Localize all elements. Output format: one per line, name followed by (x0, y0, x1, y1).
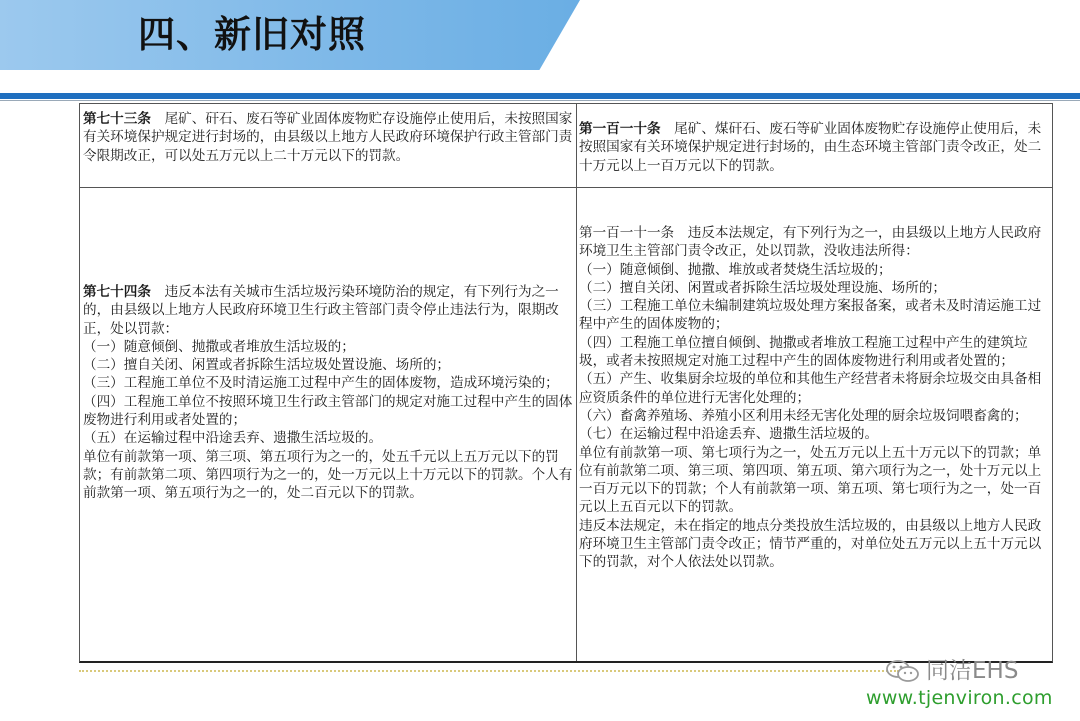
article-number: 第一百一十条 (579, 121, 661, 137)
new-article-111-intro (579, 224, 1053, 261)
list-item: （三）工程施工单位未编制建筑垃圾处理方案报备案，或者未及时清运施工过程中产生的固体废物的； (579, 298, 1042, 333)
penalty-paragraph: 单位有前款第一项、第三项、第五项行为之一的，处五千元以上五万元以下的罚款；有前款第二项、第四项行为之一的，处一万元以上十万元以下的罚款。个人有前款第一项、第五项行为之一的，处二百元以下的罚款。 (83, 448, 573, 502)
old-article-74-cell (83, 283, 573, 503)
new-article-110-cell (579, 120, 1051, 175)
list-item: （四）工程施工单位不按照环境卫生行政主管部门的规定对施工过程中产生的固体废物进行利用或者处置的； (83, 393, 573, 429)
old-article-73-cell (83, 110, 573, 165)
comparison-table (79, 103, 1053, 663)
header-rule-thin (0, 100, 1080, 101)
list-item: （七）在运输过程中沿途丢弃、遗撒生活垃圾的。 (579, 426, 879, 443)
old-article-74-intro (83, 283, 573, 338)
article-number: 第一百一十一条 (579, 225, 675, 241)
list-item: （三）工程施工单位不及时清运施工过程中产生的固体废物，造成环境污染的； (83, 375, 559, 392)
header-rule (0, 93, 1080, 99)
article-text: 违反本法有关城市生活垃圾污染环境防治的规定，有下列行为之一的，由县级以上地方人民政府环境卫生行政主管部门责令停止违法行为，限期改正，处以罚款： (83, 284, 559, 337)
list-item: （四）工程施工单位擅自倾倒、抛撒或者堆放工程施工过程中产生的建筑垃圾，或者未按照规定对施工过程中产生的固体废物进行利用或者处置的； (579, 334, 1028, 370)
slide-title: 四、新旧对照 (138, 13, 366, 56)
website-link[interactable]: www.tjenviron.com (866, 687, 1053, 709)
list-item: （二）擅自关闭、闲置或者拆除生活垃圾处置设施、场所的； (83, 357, 451, 374)
list-item: （五）在运输过程中沿途丢弃、遗撒生活垃圾的。 (83, 430, 383, 447)
old-article-73 (83, 110, 573, 165)
penalty-paragraph: 违反本法规定，未在指定的地点分类投放生活垃圾的，由县级以上地方人民政府环境卫生主管部门责令改正；情节严重的，对单位处五万元以上五十万元以下的罚款，对个人依法处以罚款。 (579, 517, 1042, 571)
article-text: 违反本法规定，有下列行为之一，由县级以上地方人民政府环境卫生主管部门责令改正，处以罚款，没收违法所得： (579, 225, 1042, 260)
wechat-icon (885, 659, 921, 683)
row-divider (80, 187, 1052, 188)
article-text: 尾矿、煤矸石、废石等矿业固体废物贮存设施停止使用后，未按照国家有关环境保护规定进行封场的，由生态环境主管部门责令改正，处二十万元以上一百万元以下的罚款。 (579, 121, 1042, 174)
list-item: （一）随意倾倒、抛撒、堆放或者焚烧生活垃圾的； (579, 261, 892, 278)
article-number: 第七十四条 (83, 284, 151, 300)
brand-name: 同洁EHS (926, 658, 1019, 684)
list-item: （二）擅自关闭、闲置或者拆除生活垃圾处理设施、场所的； (579, 279, 947, 296)
list-item: （五）产生、收集厨余垃圾的单位和其他生产经营者未将厨余垃圾交由具备相应资质条件的单位进行无害化处理的； (579, 371, 1042, 406)
article-text: 尾矿、矸石、废石等矿业固体废物贮存设施停止使用后，未按照国家有关环境保护规定进行封场的，由县级以上地方人民政府环境保护行政主管部门责令限期改正，可以处五万元以上二十万元以下的罚款。 (83, 111, 573, 164)
new-article-111-cell (579, 224, 1053, 572)
list-item: （一）随意倾倒、抛撒或者堆放生活垃圾的； (83, 338, 355, 355)
penalty-paragraph: 单位有前款第一项、第七项行为之一，处五万元以上五十万元以下的罚款；单位有前款第二项、第三项、第四项、第五项、第六项行为之一，处十万元以上一百万元以下的罚款；个人有前款第一项、第五项、第七项行为之一，处一百元以上五百元以下的罚款。 (579, 444, 1042, 516)
footer-rule (79, 670, 899, 672)
new-article-110 (579, 120, 1051, 175)
list-item: （六）畜禽养殖场、养殖小区利用未经无害化处理的厨余垃圾饲喂畜禽的； (579, 407, 1028, 424)
article-number: 第七十三条 (83, 111, 151, 127)
